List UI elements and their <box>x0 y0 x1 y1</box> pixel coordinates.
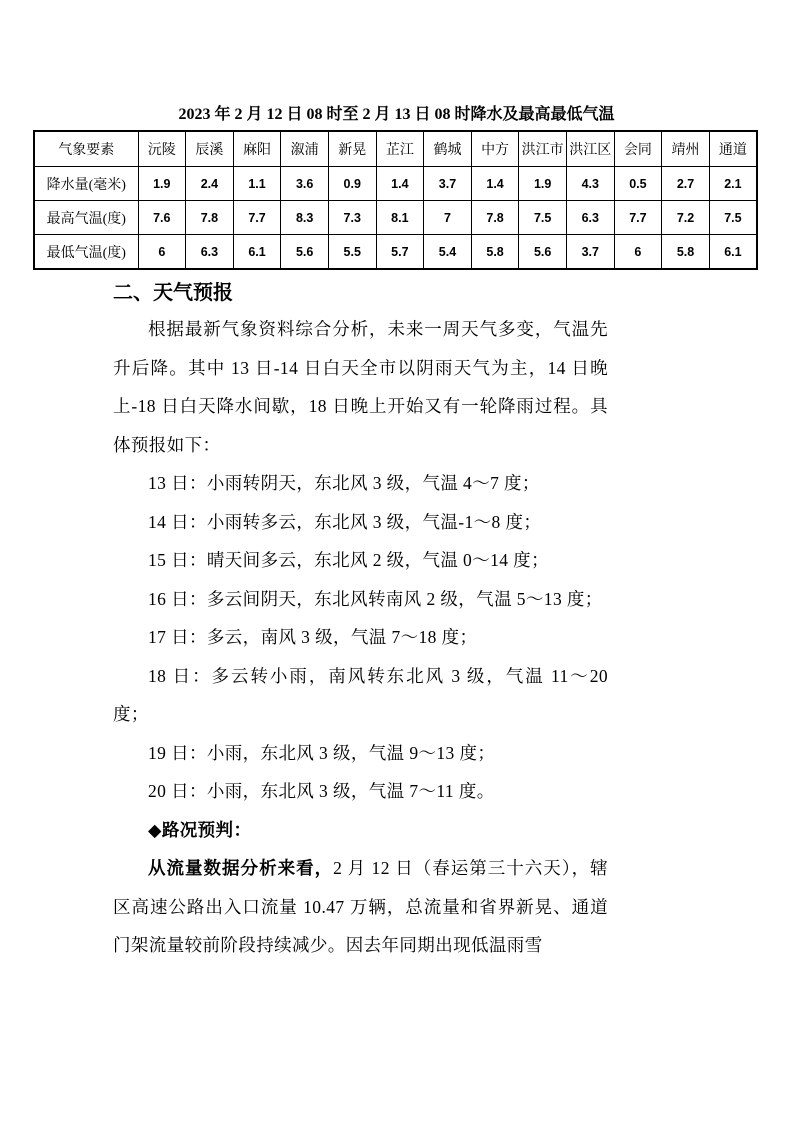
value-cell: 2.1 <box>709 167 757 201</box>
value-cell: 8.3 <box>281 201 329 235</box>
value-cell: 5.4 <box>424 235 472 270</box>
row-label-cell: 最低气温(度) <box>34 235 138 270</box>
value-cell: 0.5 <box>614 167 662 201</box>
value-cell: 3.7 <box>424 167 472 201</box>
value-cell: 5.6 <box>519 235 567 270</box>
header-cell: 洪江区 <box>566 131 614 167</box>
header-cell: 新晃 <box>328 131 376 167</box>
section-heading-weather-forecast: 二、天气预报 <box>113 282 233 304</box>
forecast-day-line-17: 17 日：多云，南风 3 级，气温 7～18 度； <box>148 627 478 647</box>
road-lead-bold: 从流量数据分析来看， <box>148 858 334 878</box>
value-cell: 6 <box>138 235 186 270</box>
value-cell: 1.4 <box>471 167 519 201</box>
value-cell: 1.9 <box>519 167 567 201</box>
header-cell: 芷江 <box>376 131 424 167</box>
header-cell: 辰溪 <box>186 131 234 167</box>
row-label-cell: 最高气温(度) <box>34 201 138 235</box>
forecast-day-line-14: 14 日：小雨转多云，东北风 3 级，气温-1～8 度； <box>148 511 542 532</box>
header-cell: 沅陵 <box>138 131 186 167</box>
value-cell: 8.1 <box>376 201 424 235</box>
value-cell: 7.8 <box>471 201 519 235</box>
value-cell: 7 <box>424 201 472 235</box>
forecast-content <box>113 310 608 965</box>
value-cell: 0.9 <box>328 167 376 201</box>
value-cell: 7.5 <box>519 201 567 235</box>
value-cell: 3.7 <box>566 235 614 270</box>
road-body-text: 2 月 12 日（春运第三十六天），辖区高速公路出入口流量 10.47 万辆，总流量和省界新晃、通道门架流量较前阶段持续减少。因去年同期出现低温雨雪 <box>113 858 608 955</box>
value-cell: 1.9 <box>138 167 186 201</box>
forecast-day-line-19: 19 日：小雨，东北风 3 级，气温 9～13 度； <box>148 742 496 763</box>
value-cell: 1.4 <box>376 167 424 201</box>
value-cell: 5.8 <box>471 235 519 270</box>
table-row-precipitation <box>34 167 757 201</box>
value-cell: 6.3 <box>186 235 234 270</box>
forecast-day-line-15: 15 日：晴天间多云，东北风 2 级，气温 0～14 度； <box>148 550 549 570</box>
value-cell: 3.6 <box>281 167 329 201</box>
header-cell: 会同 <box>614 131 662 167</box>
weather-table <box>33 130 758 270</box>
value-cell: 7.8 <box>186 201 234 235</box>
value-cell: 7.7 <box>233 201 281 235</box>
table-header-row <box>34 131 757 167</box>
value-cell: 4.3 <box>566 167 614 201</box>
forecast-day-line-16: 16 日：多云间阴天，东北风转南风 2 级，气温 5～13 度； <box>148 588 603 609</box>
value-cell: 1.1 <box>233 167 281 201</box>
section-heading-road-condition: ◆路况预判： <box>148 819 252 840</box>
value-cell: 5.8 <box>662 235 710 270</box>
header-cell: 气象要素 <box>34 131 138 167</box>
value-cell: 6.3 <box>566 201 614 235</box>
header-cell: 溆浦 <box>281 131 329 167</box>
value-cell: 6.1 <box>709 235 757 270</box>
value-cell: 7.3 <box>328 201 376 235</box>
forecast-day-line-20: 20 日：小雨，东北风 3 级，气温 7～11 度。 <box>148 781 495 801</box>
forecast-day-line-18: 18 日：多云转小雨，南风转东北风 3 级，气温 11～20 度； <box>113 665 608 724</box>
value-cell: 7.5 <box>709 201 757 235</box>
table-row-max-temp <box>34 201 757 235</box>
header-cell: 通道 <box>709 131 757 167</box>
value-cell: 7.7 <box>614 201 662 235</box>
header-cell: 鹤城 <box>424 131 472 167</box>
header-cell: 洪江市 <box>519 131 567 167</box>
table-row-min-temp <box>34 235 757 270</box>
value-cell: 7.6 <box>138 201 186 235</box>
value-cell: 2.7 <box>662 167 710 201</box>
value-cell: 5.6 <box>281 235 329 270</box>
road-paragraph <box>113 849 608 965</box>
header-cell: 中方 <box>471 131 519 167</box>
header-cell: 麻阳 <box>233 131 281 167</box>
value-cell: 6 <box>614 235 662 270</box>
value-cell: 5.7 <box>376 235 424 270</box>
value-cell: 7.2 <box>662 201 710 235</box>
forecast-intro-paragraph: 根据最新气象资料综合分析，未来一周天气多变，气温先升后降。其中 13 日-14 日白天全市以阴雨天气为主，14 日晚上-18 日白天降水间歇，18 日晚上开始又有一轮降雨过程。具体预报如下： <box>113 319 608 455</box>
value-cell: 2.4 <box>186 167 234 201</box>
value-cell: 5.5 <box>328 235 376 270</box>
row-label-cell: 降水量(毫米) <box>34 167 138 201</box>
header-cell: 靖州 <box>662 131 710 167</box>
value-cell: 6.1 <box>233 235 281 270</box>
table-title: 2023 年 2 月 12 日 08 时至 2 月 13 日 08 时降水及最高最低气温 <box>178 106 615 123</box>
forecast-day-line-13: 13 日：小雨转阴天，东北风 3 级，气温 4～7 度； <box>148 473 540 493</box>
